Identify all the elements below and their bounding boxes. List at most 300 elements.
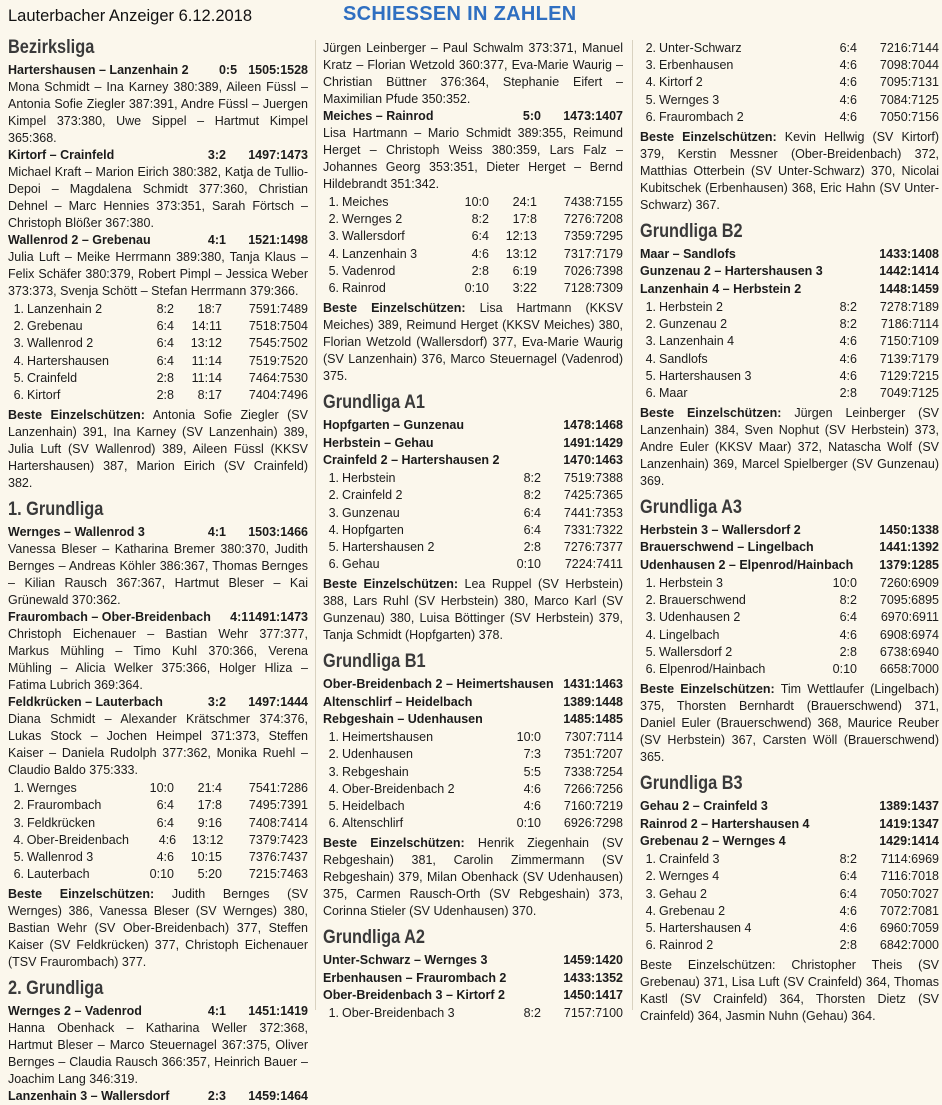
table-team: Wernges — [27, 781, 77, 796]
table-points: 10:0 — [464, 195, 489, 209]
table-team: Crainfeld 2 — [342, 488, 403, 503]
table-points: 4:6 — [158, 832, 177, 847]
table-points: 2:8 — [523, 539, 541, 554]
table-pos: 3. — [328, 764, 339, 779]
match-rings: 1521:1498 — [248, 233, 308, 247]
table-rings: 7276:7208 — [563, 212, 623, 227]
table-rings: 7545:7502 — [248, 336, 308, 351]
table-pos: 5. — [645, 368, 656, 383]
section-grundliga-a2 — [323, 926, 623, 1022]
match-item — [8, 62, 308, 147]
match-rings: 1459:1420 — [563, 953, 623, 968]
table-points: 8:2 — [839, 852, 857, 867]
table-points: 6:4 — [523, 522, 541, 537]
table-row — [8, 387, 308, 404]
match-result: 5:0 — [522, 109, 541, 123]
table-team: Lauterbach — [27, 867, 90, 882]
standings-table — [323, 729, 623, 832]
table-row — [323, 746, 623, 763]
table-pos: 4. — [328, 522, 339, 537]
match-teams: Hopfgarten – Gunzenau — [323, 418, 464, 433]
table-row — [323, 556, 623, 573]
table-rings: 7438:7155 — [563, 195, 623, 209]
table-row — [323, 487, 623, 504]
table-rings: 7098:7044 — [879, 58, 939, 73]
match-rings: 1491:1429 — [563, 435, 623, 450]
table-points: 6:4 — [839, 869, 857, 884]
table-row — [323, 228, 623, 245]
table-rings: 7464:7530 — [248, 370, 308, 385]
match-rings: 1429:1414 — [879, 833, 939, 848]
table-diff: 12:13 — [505, 229, 537, 244]
match-summary — [323, 970, 623, 987]
table-points: 2:8 — [839, 385, 857, 400]
table-team: Herbstein 3 — [659, 576, 723, 591]
match-rings: 1448:1459 — [879, 281, 939, 296]
table-points: 4:6 — [839, 334, 857, 349]
league-title: Grundliga B1 — [323, 651, 426, 673]
match-item — [8, 1088, 308, 1105]
match-teams: Crainfeld 2 – Hartershausen 2 — [323, 452, 500, 467]
table-rings: 7591:7489 — [248, 302, 308, 316]
section-grundliga-1 — [8, 498, 308, 971]
table-points: 10:0 — [832, 576, 857, 591]
table-rings: 6842:7000 — [879, 938, 939, 953]
match-teams: Hartershausen – Lanzenhain 2 — [8, 63, 189, 77]
table-rings: 7408:7414 — [248, 815, 308, 830]
best-shooters-text: Kevin Hellwig (SV Kirtorf) 379, Kerstin Messner (Ober-Breidenbach) 372, Matthias Otterbein (SV Unter-Schwarz) 370, Nicolai Kubitschek (Erbenhausen) 368, Eric Hahn (SV Unter-Schwarz) 367. — [640, 130, 939, 213]
table-row — [640, 351, 939, 368]
match-item — [8, 524, 308, 609]
table-points: 4:6 — [839, 627, 857, 642]
match-teams: Lanzenhain 4 – Herbstein 2 — [640, 281, 802, 296]
table-pos: 5. — [645, 644, 656, 659]
match-players: Mona Schmidt – Ina Karney 380:389, Aileen Füssl – Antonia Sofie Ziegler 387:391, Andre Füssl – Juergen Kimpel 373:380, Uwe Sippel – Hartmut Kimpel 365:368. — [8, 80, 308, 145]
table-pos: 2. — [645, 317, 656, 332]
match-rings: 1389:1448 — [563, 694, 623, 709]
table-row — [640, 627, 939, 644]
table-team: Wallersdorf — [342, 229, 405, 244]
match-summary — [640, 816, 939, 833]
table-row — [323, 781, 623, 798]
column-3 — [640, 40, 939, 1024]
table-points: 4:6 — [156, 850, 174, 865]
table-row — [323, 1005, 623, 1022]
table-pos: 1. — [328, 1006, 339, 1021]
table-row — [8, 866, 308, 883]
table-pos: 5. — [645, 920, 656, 935]
section-grundliga-b3 — [640, 772, 939, 1025]
table-row — [640, 868, 939, 885]
league-title: 2. Grundliga — [8, 978, 104, 1000]
section-bezirksliga — [8, 36, 308, 492]
match-summary — [323, 711, 623, 728]
table-rings: 7160:7219 — [563, 799, 623, 814]
league-title: Grundliga A2 — [323, 927, 425, 949]
match-item — [8, 147, 308, 232]
league-title: Grundliga A3 — [640, 497, 742, 519]
table-points: 0:10 — [832, 662, 857, 677]
match-rings: 1491:1473 — [248, 610, 308, 625]
match-result: 0:5 — [218, 63, 238, 77]
table-rings: 7128:7309 — [563, 281, 623, 296]
best-shooters-label: Beste Einzelschützen: — [323, 301, 466, 316]
section-grundliga-2 — [8, 977, 308, 1105]
table-team: Heimertshausen — [342, 730, 434, 745]
table-row — [640, 609, 939, 626]
page-header — [0, 0, 942, 32]
table-row — [323, 522, 623, 539]
table-row — [323, 246, 623, 263]
table-points: 8:2 — [839, 317, 857, 332]
table-pos: 3. — [645, 58, 656, 73]
section-grundliga-2-cont — [323, 40, 623, 385]
match-players: Diana Schmidt – Alexander Krätschmer 374:376, Lukas Stock – Jochen Heimpel 371:373, Steffen Kaiser – Daniela Rudolph 377:362, Monika Ruehl – Claudio Baldo 375:333. — [8, 712, 308, 778]
table-team: Lanzenhain 3 — [342, 246, 418, 261]
table-points: 6:4 — [156, 815, 174, 830]
table-points: 8:2 — [523, 488, 541, 503]
table-points: 7:3 — [523, 747, 541, 762]
table-team: Gunzenau — [342, 505, 400, 520]
table-team: Lanzenhain 4 — [659, 334, 735, 349]
table-row — [640, 299, 939, 316]
table-points: 6:4 — [156, 336, 174, 351]
table-team: Udenhausen 2 — [659, 610, 741, 625]
table-team: Hopfgarten — [342, 522, 404, 537]
table-row — [8, 335, 308, 352]
table-rings: 7541:7286 — [248, 781, 308, 796]
table-points: 8:2 — [523, 1006, 541, 1021]
table-rings: 7026:7398 — [563, 263, 623, 278]
standings-table — [640, 851, 939, 954]
table-team: Feldkrücken — [27, 815, 96, 830]
table-row — [640, 644, 939, 661]
table-pos: 1. — [328, 730, 339, 745]
table-points: 8:2 — [523, 471, 541, 486]
table-pos: 2. — [13, 798, 24, 813]
best-shooters-text: Henrik Ziegenhain (SV Rebgeshain) 381, Carolin Zimmermann (SV Rebgeshain) 379, Milan Obenhack (SV Udenhausen) 375, Carmen Rausch-Orth (SV Rebgeshain) 373, Corinna Stieler (SV Udenhausen) 370. — [323, 836, 623, 919]
table-rings: 7425:7365 — [563, 488, 623, 503]
best-shooters — [8, 407, 308, 492]
table-pos: 2. — [328, 488, 339, 503]
table-pos: 4. — [13, 832, 24, 847]
table-team: Grebenau 2 — [659, 903, 726, 918]
table-team: Hartershausen — [27, 353, 109, 368]
standings-table — [8, 301, 308, 404]
table-points: 6:4 — [471, 229, 489, 244]
table-pos: 2. — [645, 41, 656, 55]
match-summary — [323, 952, 623, 969]
table-team: Fraurombach — [27, 798, 102, 813]
table-pos: 4. — [328, 246, 339, 261]
match-teams: Ober-Breidenbach 3 – Kirtorf 2 — [323, 988, 505, 1003]
table-row — [323, 764, 623, 781]
table-diff: 14:11 — [191, 319, 222, 334]
table-row — [8, 780, 308, 797]
match-teams: Wallenrod 2 – Grebenau — [8, 233, 151, 247]
table-team: Ober-Breidenbach 2 — [342, 781, 455, 796]
table-rings: 6658:7000 — [879, 662, 939, 677]
newspaper-source: Lauterbacher Anzeiger 6.12.2018 — [8, 7, 253, 25]
best-shooters-label: Beste Einzelschützen: — [323, 577, 459, 592]
table-team: Wallenrod 2 — [27, 336, 94, 351]
standings-table — [323, 1005, 623, 1022]
table-pos: 1. — [13, 781, 24, 796]
table-team: Maar — [659, 385, 688, 400]
match-players: Hanna Obenhack – Katharina Weller 372:368, Hartmut Bleser – Marco Steuernagel 367:375, Oliver Bernges – Claudia Rausch 366:357, Heinrich Bauer – Joachim Lang 346:319. — [8, 1021, 308, 1087]
table-diff: 11:14 — [191, 353, 222, 368]
table-points: 0:10 — [464, 281, 489, 296]
table-team: Ober-Breidenbach 3 — [342, 1006, 455, 1021]
best-shooters-text: Judith Bernges (SV Wernges) 386, Vanessa Bleser (SV Wernges) 380, Bastian Wehr (SV Ober-Breidenbach) 377, Steffen Kaiser (SV Feldkrücken) 377, Christoph Eichenauer (TSV Fraurombach) 377. — [8, 887, 308, 970]
table-team: Wernges 4 — [659, 869, 720, 884]
table-row — [640, 920, 939, 937]
table-rings: 6738:6940 — [879, 644, 939, 659]
table-pos: 1. — [645, 299, 656, 314]
best-shooters — [323, 835, 623, 920]
match-rings: 1497:1473 — [248, 148, 308, 162]
match-teams: Gehau 2 – Crainfeld 3 — [640, 799, 768, 814]
table-pos: 4. — [645, 903, 656, 918]
table-diff: 9:16 — [197, 815, 222, 830]
column-1 — [8, 36, 308, 1104]
match-result: 3:2 — [207, 148, 226, 162]
match-item — [8, 609, 308, 694]
table-pos: 5. — [328, 263, 339, 278]
best-shooters — [640, 681, 939, 766]
match-rings: 1497:1444 — [248, 695, 308, 710]
match-teams: Ober-Breidenbach 2 – Heimertshausen — [323, 677, 554, 692]
table-row — [640, 109, 939, 126]
table-points: 0:10 — [516, 816, 541, 831]
table-pos: 3. — [645, 334, 656, 349]
standings-table — [323, 470, 623, 573]
table-pos: 4. — [645, 351, 656, 366]
table-row — [640, 385, 939, 402]
table-team: Udenhausen — [342, 747, 413, 762]
table-diff: 3:22 — [512, 281, 537, 296]
section-grundliga-a3 — [640, 496, 939, 766]
match-rings: 1450:1338 — [879, 523, 939, 538]
best-shooters — [640, 129, 939, 214]
table-rings: 7307:7114 — [564, 730, 623, 745]
match-rings: 1419:1347 — [879, 816, 939, 831]
table-rings: 6960:7059 — [879, 920, 939, 935]
table-row — [323, 798, 623, 815]
match-list — [8, 524, 308, 779]
table-pos: 6. — [645, 662, 656, 677]
table-row — [323, 505, 623, 522]
match-teams: Rebgeshain – Udenhausen — [323, 711, 483, 726]
section-grundliga-a2-cont — [640, 40, 939, 214]
match-summary — [640, 263, 939, 280]
match-teams: Udenhausen 2 – Elpenrod/Hainbach — [640, 557, 854, 572]
table-team: Hartershausen 4 — [659, 920, 752, 935]
match-rings: 1431:1463 — [563, 677, 623, 692]
best-shooters-text: Jürgen Leinberger (SV Lanzenhain) 384, Sven Nophut (SV Herbstein) 373, Andre Euler (KKSV Maar) 372, Natascha Wolf (SV Lanzenhain) 369, Marcel Spielberger (SV Gunzenau) 369. — [640, 406, 939, 489]
table-points: 2:8 — [156, 388, 174, 403]
league-title: Grundliga B2 — [640, 221, 743, 243]
match-summary — [323, 694, 623, 711]
table-row — [640, 886, 939, 903]
match-players: Julia Luft – Meike Herrmann 389:380, Tanja Klaus – Felix Schäfer 380:379, Robert Pimpl – Jessica Weber 373:373, Svenja Schött – Stefan Herrmann 379:366. — [8, 250, 308, 298]
match-summary — [323, 987, 623, 1004]
match-result: 4:1 — [207, 1004, 226, 1019]
table-row — [640, 40, 939, 57]
match-rings: 1441:1392 — [879, 540, 939, 555]
table-row — [640, 333, 939, 350]
table-rings: 7404:7496 — [248, 388, 308, 403]
table-diff: 18:7 — [197, 302, 222, 316]
table-pos: 1. — [13, 302, 24, 316]
best-shooters-text: Lisa Hartmann (KKSV Meiches) 389, Reimund Herget (KKSV Meiches) 380, Florian Wetzold (Wallersdorf) 377, Eva-Marie Waurig (SV Lanzenhain) 376, Marco Steuernagel (Vadenrod) 375. — [323, 301, 623, 384]
table-rings: 7139:7179 — [879, 351, 939, 366]
table-pos: 2. — [328, 212, 339, 227]
table-points: 5:5 — [523, 764, 541, 779]
table-row — [640, 316, 939, 333]
match-item — [323, 108, 623, 193]
match-teams: Brauerschwend – Lingelbach — [640, 540, 814, 555]
column-2 — [323, 40, 623, 1021]
table-points: 4:6 — [471, 246, 489, 261]
table-team: Gehau — [342, 557, 380, 572]
best-shooters-label: Beste Einzelschützen: — [8, 408, 145, 423]
table-rings: 7050:7156 — [879, 109, 939, 124]
standings-table — [8, 780, 308, 883]
match-result: 4:1 — [207, 525, 226, 540]
table-points: 8:2 — [839, 299, 857, 314]
table-rings: 7376:7437 — [248, 850, 308, 865]
table-rings: 7441:7353 — [563, 505, 623, 520]
match-teams: Kirtorf – Crainfeld — [8, 148, 115, 162]
table-team: Vadenrod — [342, 263, 396, 278]
table-points: 2:8 — [839, 644, 857, 659]
table-pos: 3. — [13, 336, 24, 351]
table-team: Lingelbach — [659, 627, 720, 642]
table-points: 0:10 — [149, 867, 174, 882]
table-rings: 6926:7298 — [563, 816, 623, 831]
table-rings: 7331:7322 — [563, 522, 623, 537]
match-teams: Rainrod 2 – Hartershausen 4 — [640, 816, 810, 831]
match-summary — [640, 281, 939, 298]
table-pos: 5. — [328, 799, 339, 814]
table-rings: 7129:7215 — [879, 368, 939, 383]
league-title: Bezirksliga — [8, 37, 95, 58]
table-team: Hartershausen 2 — [342, 539, 435, 554]
section-grundliga-a1 — [323, 391, 623, 644]
table-pos: 3. — [645, 610, 656, 625]
table-row — [640, 937, 939, 954]
match-summary — [640, 539, 939, 556]
match-result: 4:1 — [230, 610, 249, 625]
table-rings: 7049:7125 — [879, 385, 939, 400]
table-rings: 7116:7018 — [880, 869, 939, 884]
table-rings: 7266:7256 — [563, 781, 623, 796]
match-summary — [323, 435, 623, 452]
table-points: 4:6 — [839, 903, 857, 918]
table-row — [8, 815, 308, 832]
match-summary — [323, 452, 623, 469]
match-item — [8, 694, 308, 779]
table-pos: 3. — [645, 886, 656, 901]
match-item — [8, 232, 308, 300]
table-team: Wallenrod 3 — [27, 850, 94, 865]
table-row — [640, 575, 939, 592]
standings-table — [640, 575, 939, 678]
table-rings: 7518:7504 — [248, 319, 308, 334]
table-pos: 6. — [645, 109, 656, 124]
table-points: 10:0 — [516, 730, 541, 745]
table-team: Rainrod — [342, 281, 386, 296]
table-diff: 13:12 — [505, 246, 537, 261]
table-row — [640, 661, 939, 678]
match-rings: 1450:1417 — [563, 988, 623, 1003]
table-pos: 2. — [13, 319, 24, 334]
match-summary — [640, 833, 939, 850]
standings-table — [640, 40, 939, 126]
match-teams: Feldkrücken – Lauterbach — [8, 695, 163, 710]
best-shooters-text: Antonia Sofie Ziegler (SV Lanzenhain) 391, Ina Karney (SV Lanzenhain) 389, Julia Luft (SV Wallenrod) 389, Aileen Füssl (KKSV Hartershausen) 387, Marion Eirich (SV Crainfeld) 382. — [8, 408, 308, 491]
table-diff: 17:8 — [512, 212, 537, 227]
page-title: SCHIESSEN IN ZAHLEN — [343, 3, 577, 25]
table-points: 4:6 — [523, 799, 541, 814]
match-rings: 1433:1408 — [879, 247, 939, 262]
table-rings: 7095:6895 — [879, 593, 939, 608]
match-players: Jürgen Leinberger – Paul Schwalm 373:371, Manuel Kratz – Florian Wetzold 360:377, Eva-Marie Waurig – Christian Büttner 376:364, Stephanie Eifert – Maximilian Pfude 350:352. — [323, 41, 623, 106]
table-diff: 11:14 — [191, 370, 222, 385]
table-pos: 3. — [328, 229, 339, 244]
match-summary — [640, 522, 939, 539]
table-team: Meiches — [342, 195, 389, 209]
match-teams: Herbstein 3 – Wallersdorf 2 — [640, 523, 801, 538]
table-rings: 7359:7295 — [563, 229, 623, 244]
table-rings: 7084:7125 — [879, 92, 939, 107]
table-points: 8:2 — [839, 593, 857, 608]
column-divider — [315, 40, 316, 1010]
table-rings: 7338:7254 — [563, 764, 623, 779]
table-points: 6:4 — [156, 319, 174, 334]
table-points: 4:6 — [839, 368, 857, 383]
table-diff: 13:12 — [192, 832, 224, 847]
match-teams: Gunzenau 2 – Hartershausen 3 — [640, 264, 823, 279]
table-pos: 3. — [328, 505, 339, 520]
match-teams: Lanzenhain 3 – Wallersdorf — [8, 1089, 170, 1104]
table-row — [323, 729, 623, 746]
match-list — [8, 62, 308, 300]
table-rings: 6908:6974 — [879, 627, 939, 642]
table-rings: 7276:7377 — [563, 539, 623, 554]
table-rings: 7278:7189 — [879, 299, 939, 314]
table-rings: 7157:7100 — [563, 1006, 623, 1021]
table-row — [323, 470, 623, 487]
table-team: Fraurombach 2 — [659, 109, 744, 124]
table-rings: 7216:7144 — [879, 41, 939, 55]
table-diff: 17:8 — [197, 798, 222, 813]
table-row — [8, 849, 308, 866]
table-rings: 7150:7109 — [879, 334, 939, 349]
table-points: 8:2 — [471, 212, 489, 227]
table-team: Altenschlirf — [342, 816, 404, 831]
table-team: Herbstein 2 — [659, 299, 723, 314]
table-team: Herbstein — [342, 471, 396, 486]
table-row — [8, 353, 308, 370]
table-team: Grebenau — [27, 319, 83, 334]
table-rings: 7351:7207 — [563, 747, 623, 762]
table-team: Hartershausen 3 — [659, 368, 752, 383]
table-pos: 6. — [13, 867, 24, 882]
table-pos: 5. — [645, 92, 656, 107]
table-row — [323, 194, 623, 211]
